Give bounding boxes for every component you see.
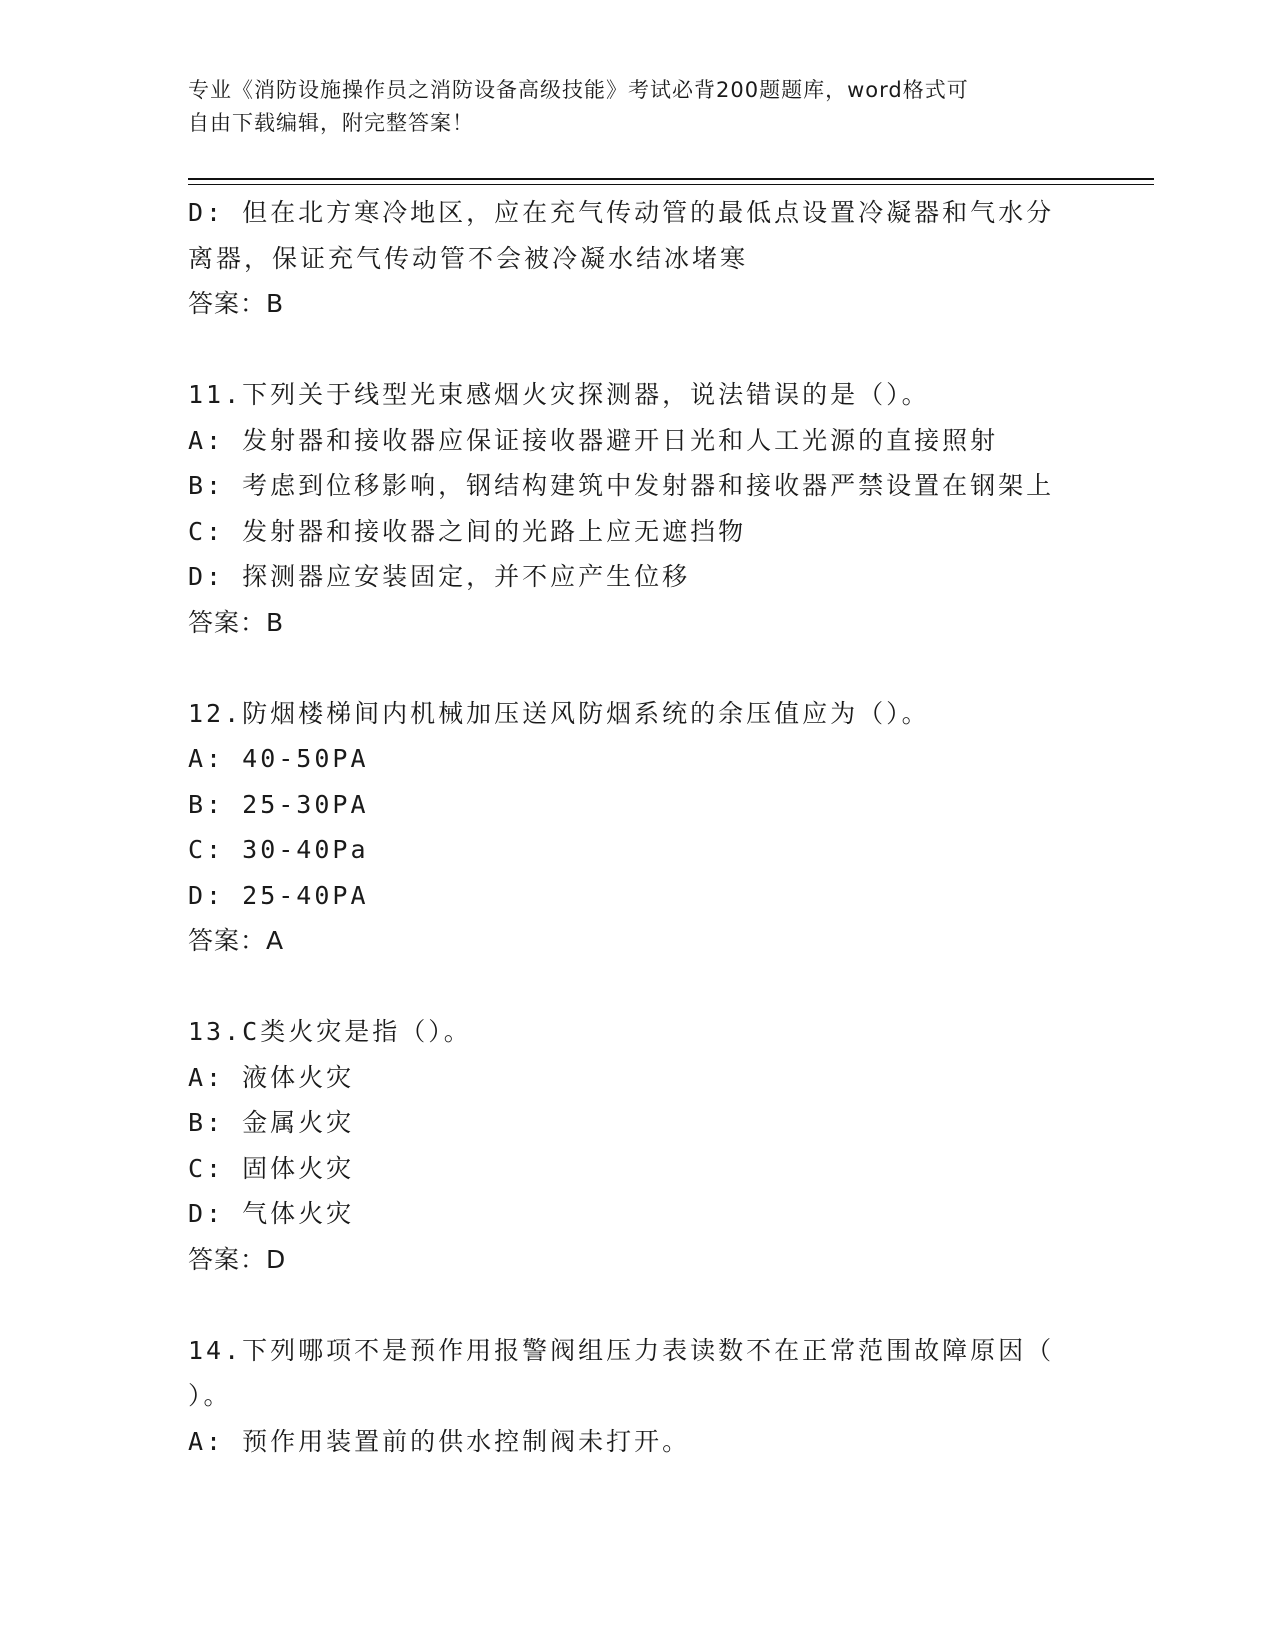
question-stem-line-2: ）。: [188, 1381, 232, 1410]
option-a: A: 40-50PA: [188, 744, 369, 773]
option-d: D: 探测器应安装固定，并不应产生位移: [188, 562, 691, 591]
header-divider-thick: [188, 178, 1154, 180]
option-b: B: 金属火灾: [188, 1108, 355, 1137]
answer: 答案：B: [188, 607, 285, 637]
option-a: A: 发射器和接收器应保证接收器避开日光和人工光源的直接照射: [188, 425, 999, 455]
question-stem-line-1: 14.下列哪项不是预作用报警阀组压力表读数不在正常范围故障原因（: [188, 1335, 1055, 1365]
question-10-continued: [188, 190, 1088, 327]
question-stem: 12.防烟楼梯间内机械加压送风防烟系统的余压值应为（）。: [188, 698, 930, 728]
option-b: B: 25-30PA: [188, 789, 369, 819]
question-stem: 11.下列关于线型光束感烟火灾探测器，说法错误的是（）。: [188, 380, 930, 409]
header-line-2: 自由下载编辑，附完整答案！: [188, 111, 474, 135]
option-c: C: 发射器和接收器之间的光路上应无遮挡物: [188, 516, 747, 546]
option-b: B: 考虑到位移影响，钢结构建筑中发射器和接收器严禁设置在钢架上: [188, 471, 1055, 500]
header-line-1: 专业《消防设施操作员之消防设备高级技能》考试必背200题题库，word格式可: [188, 78, 969, 102]
option-c: C: 30-40Pa: [188, 835, 369, 864]
question-stem: 13.C类火灾是指（）。: [188, 1017, 472, 1046]
question-14: [188, 1328, 1088, 1465]
document-header: [188, 74, 1068, 140]
option-a: A: 预作用装置前的供水控制阀未打开。: [188, 1426, 691, 1456]
option-d-line-1: D: 但在北方寒冷地区，应在充气传动管的最低点设置冷凝器和气水分: [188, 198, 1055, 227]
header-divider-thin: [188, 184, 1154, 185]
spacer: [188, 327, 1088, 373]
question-11: [188, 372, 1088, 645]
question-content: [188, 190, 1088, 1464]
option-c: C: 固体火灾: [188, 1153, 355, 1183]
answer: 答案：D: [188, 1244, 287, 1274]
answer: 答案：B: [188, 289, 285, 318]
question-13: [188, 1009, 1088, 1282]
option-d: D: 25-40PA: [188, 880, 369, 910]
spacer: [188, 1282, 1088, 1328]
answer: 答案：A: [188, 926, 285, 955]
spacer: [188, 964, 1088, 1010]
option-d-line-2: 离器，保证充气传动管不会被冷凝水结冰堵寒: [188, 243, 749, 273]
spacer: [188, 645, 1088, 691]
option-a: A: 液体火灾: [188, 1062, 355, 1092]
question-12: [188, 691, 1088, 964]
option-d: D: 气体火灾: [188, 1199, 355, 1228]
